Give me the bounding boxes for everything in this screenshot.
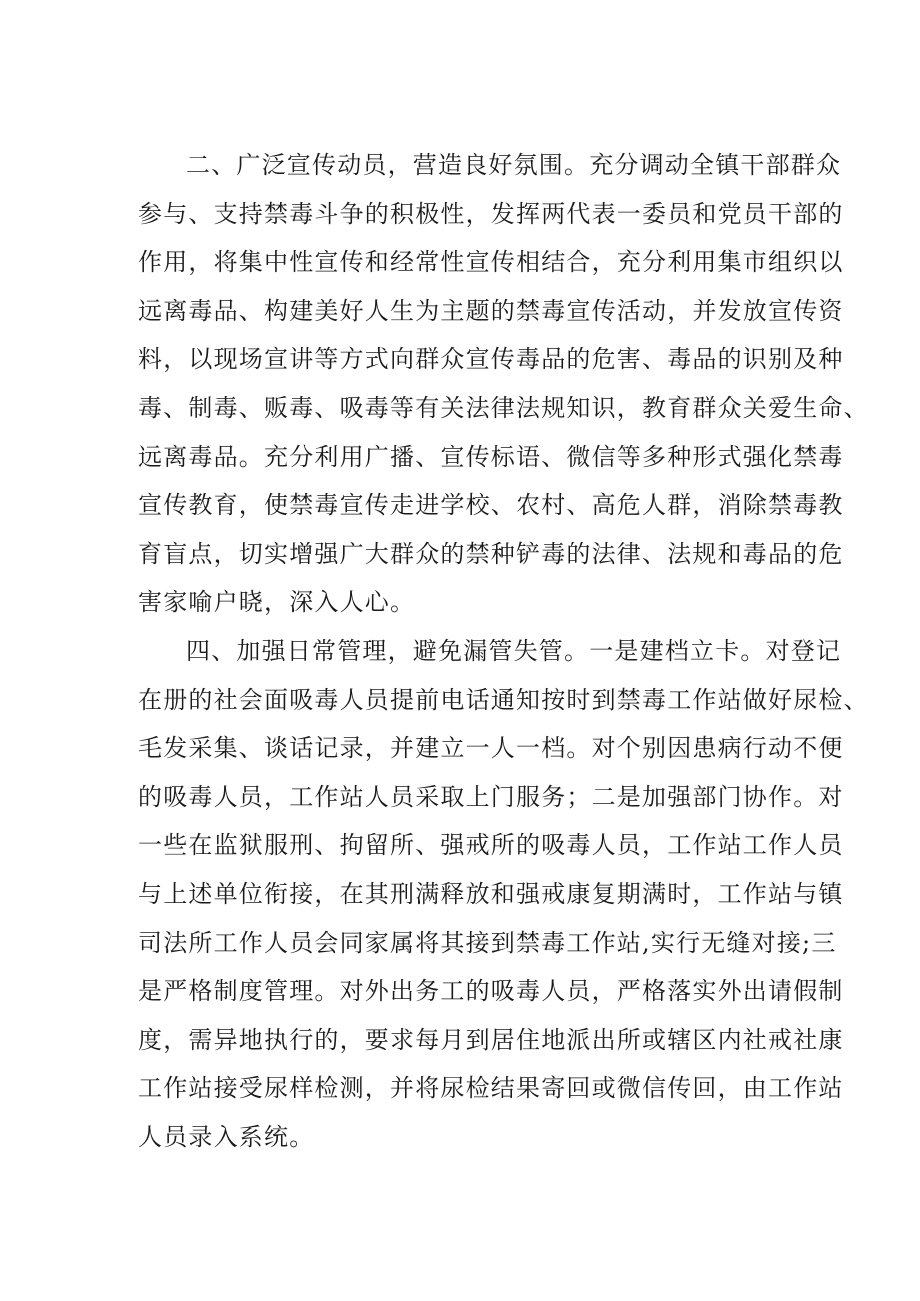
text-line: 远离毒品。充分利用广播、宣传标语、微信等多种形式强化禁毒 <box>138 442 844 471</box>
text-line: 毒、制毒、贩毒、吸毒等有关法律法规知识，教育群众关爱生命、 <box>138 393 869 422</box>
text-line: 在册的社会面吸毒人员提前电话通知按时到禁毒工作站做好尿检、 <box>138 685 869 714</box>
text-line: 司法所工作人员会同家属将其接到禁毒工作站,实行无缝对接;三 <box>138 928 837 957</box>
text-line: 二、广泛宣传动员，营造良好氛围。充分调动全镇干部群众 <box>186 151 842 179</box>
text-line: 远离毒品、构建美好人生为主题的禁毒宣传活动，并发放宣传资 <box>138 296 844 325</box>
text-line: 毛发采集、谈话记录，并建立一人一档。对个别因患病行动不便 <box>138 734 844 763</box>
text-line: 作用，将集中性宣传和经常性宣传相结合，充分利用集市组织以 <box>138 248 844 277</box>
text-line: 与上述单位衔接，在其刑满释放和强戒康复期满时，工作站与镇 <box>138 879 844 908</box>
text-line: 四、加强日常管理，避免漏管失管。一是建档立卡。对登记 <box>186 636 842 665</box>
text-line: 一些在监狱服刑、拘留所、强戒所的吸毒人员，工作站工作人员 <box>138 831 844 860</box>
paragraph-daily-management <box>138 627 869 1162</box>
text-line: 是严格制度管理。对外出务工的吸毒人员，严格落实外出请假制 <box>138 977 844 1006</box>
text-line: 宣传教育，使禁毒宣传走进学校、农村、高危人群，消除禁毒教 <box>138 491 844 520</box>
text-line: 料，以现场宣讲等方式向群众宣传毒品的危害、毒品的识别及种 <box>138 345 844 374</box>
text-line: 育盲点，切实增强广大群众的禁种铲毒的法律、法规和毒品的危 <box>138 539 844 568</box>
document-body <box>138 141 869 1161</box>
text-line: 度，需异地执行的，要求每月到居住地派出所或辖区内社戒社康 <box>138 1025 844 1054</box>
text-line: 害家喻户晓，深入人心。 <box>138 588 416 617</box>
text-line: 参与、支持禁毒斗争的积极性，发挥两代表一委员和党员干部的 <box>138 199 844 228</box>
text-line: 工作站接受尿样检测，并将尿检结果寄回或微信传回，由工作站 <box>138 1074 844 1103</box>
text-line: 人员录入系统。 <box>138 1122 315 1151</box>
text-line: 的吸毒人员，工作站人员采取上门服务；二是加强部门协作。对 <box>138 782 844 811</box>
paragraph-propaganda <box>138 141 869 627</box>
